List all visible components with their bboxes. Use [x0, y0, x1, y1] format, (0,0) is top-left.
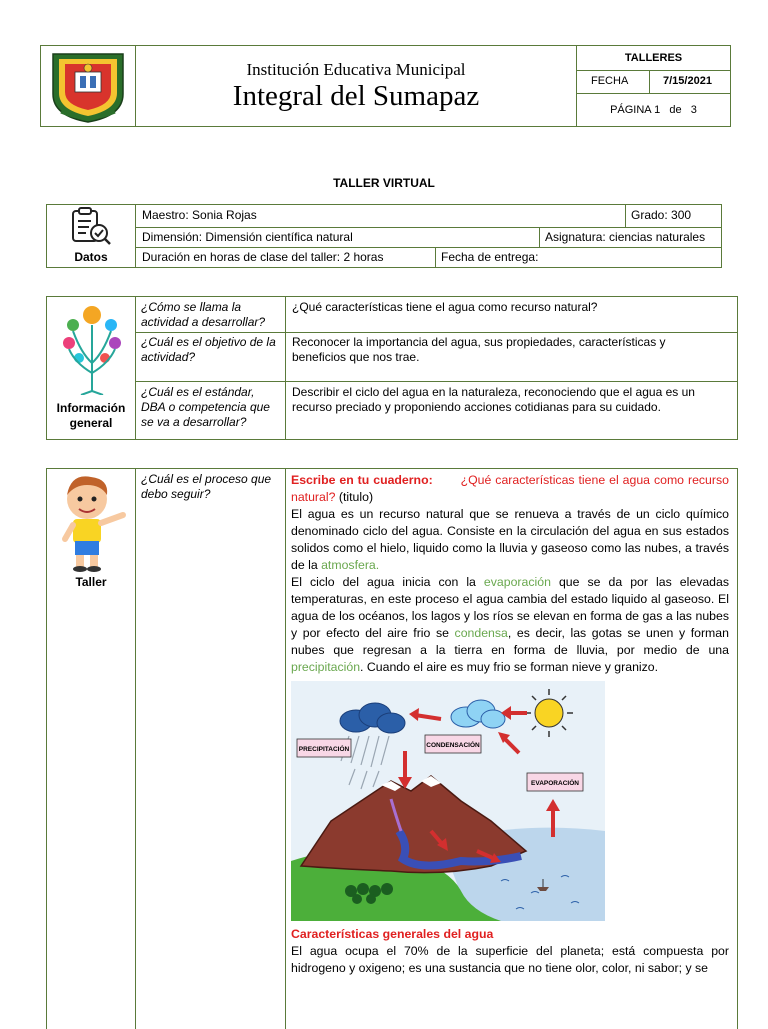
- paragraph-characteristics: El agua ocupa el 70% de la superficie del planeta; está compuesta por hidrogeno y oxigeno; es una sustancia que no tiene olor, color, ni sabor; y se: [291, 944, 729, 975]
- info-label: [47, 401, 135, 431]
- due-date-field: Fecha de entrega:: [441, 250, 539, 264]
- paragraph-cycle-text-b: que se da por las elevadas temperaturas, en este proceso el agua cambia del estado liquido al gaseoso. El agua de los océanos, los lagos y los ríos se elevan en forma de gas a las nubes y por efecto del aire frio se: [291, 575, 729, 640]
- school-logo-cell: [41, 46, 136, 126]
- taller-content: [291, 472, 729, 676]
- instruction-label: Escribe en tu cuaderno:: [291, 473, 433, 487]
- datos-label: Datos: [74, 250, 108, 264]
- document-header: [40, 45, 731, 127]
- taller-label: Taller: [75, 575, 107, 589]
- school-shield-logo: [41, 46, 135, 126]
- paragraph-cycle: [291, 574, 729, 676]
- answer-objective: Reconocer la importancia del agua, sus propiedades, características y beneficios que nos trae.: [292, 335, 666, 364]
- date-label: FECHA: [591, 75, 629, 87]
- dimension-field: Dimensión: Dimensión científica natural: [142, 230, 353, 244]
- institution-line-2: Integral del Sumapaz: [232, 80, 480, 112]
- grade-field: Grado: 300: [631, 208, 692, 222]
- info-label-line-2: general: [69, 416, 113, 430]
- institution-line-1: Institución Educativa Municipal: [246, 60, 466, 79]
- sub-heading: Características generales del agua: [291, 927, 494, 941]
- teacher-field: Maestro: Sonia Rojas: [142, 208, 257, 222]
- header-meta: [577, 46, 730, 126]
- label-evaporation: EVAPORACIÓN: [531, 780, 579, 787]
- section-label: TALLERES: [577, 46, 730, 71]
- term-evaporacion: evaporación: [483, 575, 551, 589]
- label-precipitation: PRECIPITACIÓN: [298, 746, 350, 753]
- paragraph-cycle-text-a: El ciclo del agua inicia con la: [291, 575, 484, 589]
- paragraph-intro: [291, 506, 729, 574]
- label-condensation: CONDENSACIÓN: [426, 742, 480, 749]
- boy-pointing-illustration: [51, 471, 131, 573]
- info-general-table: [46, 296, 738, 440]
- duration-field: Duración en horas de clase del taller: 2 horas: [142, 250, 384, 264]
- answer-activity-name: ¿Qué características tiene el agua como recurso natural?: [292, 300, 598, 314]
- subject-field: Asignatura: ciencias naturales: [545, 230, 706, 244]
- paragraph-cycle-text-c: , es decir, las gotas se unen y forman nubes que regresan a la tierra en forma de lluvia, por medio de una: [291, 626, 729, 657]
- water-cycle-diagram: [291, 681, 605, 921]
- idea-tree-icon: [61, 303, 123, 395]
- institution-title-cell: [136, 46, 577, 126]
- info-label-line-1: Información: [56, 401, 126, 415]
- date-row: [577, 71, 730, 94]
- date-value: 7/15/2021: [663, 75, 712, 87]
- paragraph-cycle-text-d: . Cuando el aire es muy frio se forman nieve y granizo.: [360, 660, 659, 674]
- clipboard-check-icon: [69, 207, 113, 247]
- term-precipitacion: precipitación: [291, 660, 361, 674]
- answer-standard: Describir el ciclo del agua en la naturaleza, reconociendo que el agua es un recurso preciado y proponiendo acciones cotidianas para su cuidado.: [292, 385, 695, 414]
- term-condensa: condensa: [454, 626, 508, 640]
- question-activity-name: ¿Cómo se llama la actividad a desarrollar?: [141, 300, 266, 329]
- page-number: PÁGINA 1 de 3: [610, 104, 697, 116]
- page-title: TALLER VIRTUAL: [333, 176, 435, 190]
- term-atmosfera: atmosfera.: [321, 558, 380, 572]
- datos-table: [46, 204, 722, 268]
- instruction-suffix: (titulo): [335, 490, 374, 504]
- question-process: ¿Cuál es el proceso que debo seguir?: [141, 472, 272, 501]
- question-objective: ¿Cuál es el objetivo de la actividad?: [141, 335, 276, 364]
- taller-table: [46, 468, 738, 1029]
- question-standard: ¿Cuál es el estándar, DBA o competencia que se va a desarrollar?: [141, 385, 270, 429]
- paragraph-intro-text: El agua es un recurso natural que se renueva a través de un ciclo químico denominado ciclo del agua. Consiste en la circulación del agua en sus estados solidos como el hielo, liquido como la lluvia y gaseoso como las nubes, a través de la: [291, 507, 729, 572]
- instruction-title: ¿Qué características tiene el agua como recurso natural?: [291, 473, 729, 504]
